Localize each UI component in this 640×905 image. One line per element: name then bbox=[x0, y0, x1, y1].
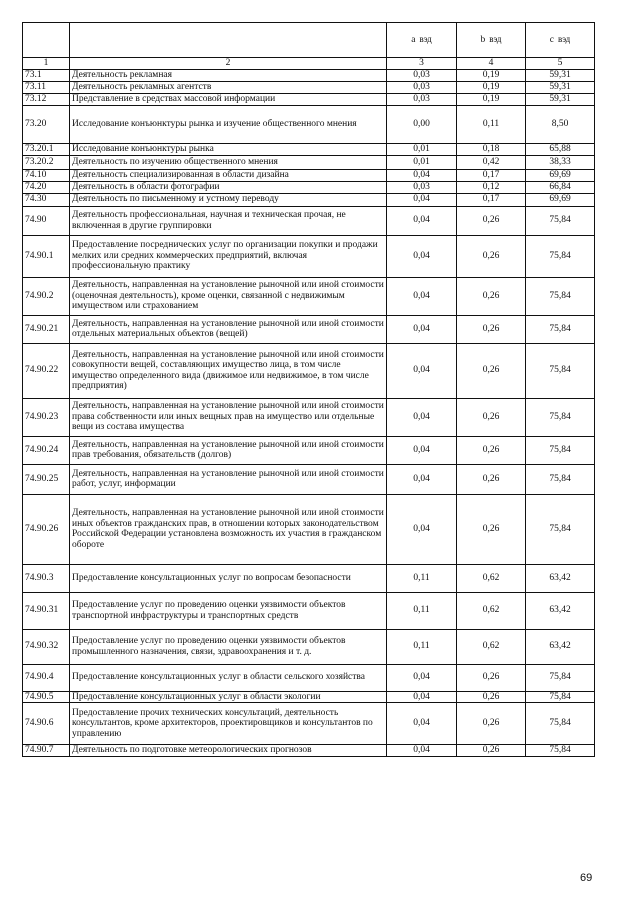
coef-c-cell: 75,84 bbox=[526, 315, 595, 343]
column-number: 1 bbox=[23, 58, 70, 70]
coef-a-cell: 0,04 bbox=[387, 436, 457, 464]
activity-code-cell: 74.90.31 bbox=[23, 592, 70, 629]
coef-b-cell: 0,26 bbox=[457, 398, 526, 436]
table-row bbox=[23, 494, 595, 564]
table-row bbox=[23, 664, 595, 691]
page-number: 69 bbox=[580, 872, 593, 884]
activity-code-cell: 73.11 bbox=[23, 81, 70, 93]
activity-name-cell: Деятельность профессиональная, научная и техническая прочая, не включенная в другие группировки bbox=[70, 206, 387, 235]
coef-a-cell: 0,04 bbox=[387, 494, 457, 564]
table-row bbox=[23, 592, 595, 629]
activity-name-cell: Предоставление прочих технических консультаций, деятельность консультантов, кроме архитекторов, проектировщиков и консультантов по управлению bbox=[70, 703, 387, 745]
header-col-c-sub: вэд bbox=[557, 34, 571, 45]
coef-b-cell: 0,62 bbox=[457, 629, 526, 664]
coef-b-cell: 0,26 bbox=[457, 664, 526, 691]
activity-name-cell: Деятельность по подготовке метеорологических прогнозов bbox=[70, 745, 387, 757]
activity-name-cell: Представление в средствах массовой информации bbox=[70, 93, 387, 105]
coef-a-cell: 0,04 bbox=[387, 193, 457, 206]
coef-c-cell: 59,31 bbox=[526, 69, 595, 81]
table-row bbox=[23, 629, 595, 664]
coef-a-cell: 0,01 bbox=[387, 155, 457, 169]
coef-a-cell: 0,04 bbox=[387, 398, 457, 436]
table-row bbox=[23, 691, 595, 703]
coef-c-cell: 38,33 bbox=[526, 155, 595, 169]
column-number: 3 bbox=[387, 58, 457, 70]
table-row bbox=[23, 181, 595, 193]
coef-c-cell: 75,84 bbox=[526, 398, 595, 436]
coef-c-cell: 75,84 bbox=[526, 745, 595, 757]
coef-c-cell: 8,50 bbox=[526, 105, 595, 143]
table-row bbox=[23, 703, 595, 745]
coef-c-cell: 63,42 bbox=[526, 629, 595, 664]
coef-a-cell: 0,03 bbox=[387, 93, 457, 105]
header-col-b-label: b bbox=[480, 35, 486, 46]
table-row bbox=[23, 169, 595, 181]
coef-c-cell: 75,84 bbox=[526, 235, 595, 277]
coef-a-cell: 0,04 bbox=[387, 691, 457, 703]
activity-code-cell: 73.20.1 bbox=[23, 143, 70, 155]
activity-name-cell: Деятельность, направленная на установление рыночной или иной стоимости отдельных материальных объектов (вещей) bbox=[70, 315, 387, 343]
activity-name-cell: Деятельность, направленная на установление рыночной или иной стоимости работ, услуг, информации bbox=[70, 464, 387, 494]
table-row bbox=[23, 564, 595, 592]
activity-code-cell: 73.20 bbox=[23, 105, 70, 143]
table-row bbox=[23, 81, 595, 93]
header-code-cell bbox=[23, 23, 70, 58]
coef-a-cell: 0,03 bbox=[387, 181, 457, 193]
table-row bbox=[23, 464, 595, 494]
activity-code-cell: 73.1 bbox=[23, 69, 70, 81]
table-row bbox=[23, 193, 595, 206]
activity-name-cell: Деятельность, направленная на установление рыночной или иной стоимости права собственности или иных вещных прав на имущество или отдельные вещи из состава имущества bbox=[70, 398, 387, 436]
table-row bbox=[23, 277, 595, 315]
coef-b-cell: 0,26 bbox=[457, 703, 526, 745]
activity-code-cell: 74.10 bbox=[23, 169, 70, 181]
column-number: 5 bbox=[526, 58, 595, 70]
activity-code-cell: 74.90.3 bbox=[23, 564, 70, 592]
activity-name-cell: Исследование конъюнктуры рынка bbox=[70, 143, 387, 155]
coef-a-cell: 0,04 bbox=[387, 343, 457, 398]
activity-name-cell: Деятельность по письменному и устному переводу bbox=[70, 193, 387, 206]
coef-b-cell: 0,17 bbox=[457, 169, 526, 181]
activity-code-cell: 74.90.1 bbox=[23, 235, 70, 277]
coef-b-cell: 0,19 bbox=[457, 93, 526, 105]
activity-name-cell: Деятельность, направленная на установление рыночной или иной стоимости (оценочная деятельность), кроме оценки, связанной с недвижимым имуществом или страхованием bbox=[70, 277, 387, 315]
table-row bbox=[23, 93, 595, 105]
coef-a-cell: 0,00 bbox=[387, 105, 457, 143]
coef-c-cell: 75,84 bbox=[526, 277, 595, 315]
coef-b-cell: 0,26 bbox=[457, 235, 526, 277]
coef-a-cell: 0,03 bbox=[387, 69, 457, 81]
header-col-c bbox=[526, 23, 595, 58]
column-number: 4 bbox=[457, 58, 526, 70]
coef-c-cell: 75,84 bbox=[526, 436, 595, 464]
activity-code-cell: 74.90.6 bbox=[23, 703, 70, 745]
activity-code-cell: 73.12 bbox=[23, 93, 70, 105]
coef-b-cell: 0,26 bbox=[457, 745, 526, 757]
coef-b-cell: 0,11 bbox=[457, 105, 526, 143]
coef-a-cell: 0,03 bbox=[387, 81, 457, 93]
activity-name-cell: Предоставление посреднических услуг по организации покупки и продажи мелких или средних коммерческих предприятий, включая профессиональную практику bbox=[70, 235, 387, 277]
coef-b-cell: 0,62 bbox=[457, 592, 526, 629]
coef-b-cell: 0,19 bbox=[457, 81, 526, 93]
activity-code-cell: 74.90.2 bbox=[23, 277, 70, 315]
table-row bbox=[23, 315, 595, 343]
activity-code-cell: 74.90.26 bbox=[23, 494, 70, 564]
header-col-a bbox=[387, 23, 457, 58]
activity-name-cell: Предоставление консультационных услуг по вопросам безопасности bbox=[70, 564, 387, 592]
coef-b-cell: 0,62 bbox=[457, 564, 526, 592]
header-name-cell bbox=[70, 23, 387, 58]
coef-b-cell: 0,26 bbox=[457, 436, 526, 464]
coef-c-cell: 69,69 bbox=[526, 169, 595, 181]
activity-code-cell: 74.30 bbox=[23, 193, 70, 206]
coef-a-cell: 0,04 bbox=[387, 206, 457, 235]
table-row bbox=[23, 206, 595, 235]
table-row bbox=[23, 398, 595, 436]
activity-code-cell: 74.90.23 bbox=[23, 398, 70, 436]
coef-c-cell: 63,42 bbox=[526, 564, 595, 592]
coef-b-cell: 0,26 bbox=[457, 206, 526, 235]
coef-b-cell: 0,26 bbox=[457, 464, 526, 494]
activity-code-cell: 73.20.2 bbox=[23, 155, 70, 169]
activity-code-cell: 74.90.32 bbox=[23, 629, 70, 664]
activity-name-cell: Предоставление услуг по проведению оценки уязвимости объектов промышленного назначения, связи, здравоохранения и т. д. bbox=[70, 629, 387, 664]
header-col-b bbox=[457, 23, 526, 58]
coef-b-cell: 0,26 bbox=[457, 691, 526, 703]
coef-a-cell: 0,04 bbox=[387, 169, 457, 181]
coef-b-cell: 0,12 bbox=[457, 181, 526, 193]
table-row bbox=[23, 745, 595, 757]
coef-a-cell: 0,04 bbox=[387, 703, 457, 745]
coef-a-cell: 0,04 bbox=[387, 464, 457, 494]
activity-code-cell: 74.90.7 bbox=[23, 745, 70, 757]
coef-c-cell: 75,84 bbox=[526, 206, 595, 235]
activity-name-cell: Деятельность рекламная bbox=[70, 69, 387, 81]
activity-code-cell: 74.90.21 bbox=[23, 315, 70, 343]
header-col-b-sub: вэд bbox=[489, 34, 502, 45]
coef-b-cell: 0,26 bbox=[457, 277, 526, 315]
activity-code-cell: 74.90.5 bbox=[23, 691, 70, 703]
coef-c-cell: 69,69 bbox=[526, 193, 595, 206]
table-row bbox=[23, 343, 595, 398]
table-row bbox=[23, 235, 595, 277]
coef-c-cell: 75,84 bbox=[526, 494, 595, 564]
table-row bbox=[23, 69, 595, 81]
coef-c-cell: 59,31 bbox=[526, 93, 595, 105]
coef-c-cell: 75,84 bbox=[526, 703, 595, 745]
coef-a-cell: 0,04 bbox=[387, 235, 457, 277]
coef-a-cell: 0,11 bbox=[387, 564, 457, 592]
activity-name-cell: Деятельность, направленная на установление рыночной или иной стоимости совокупности вещей, составляющих имущество лица, в том числе имущество определенного вида (движимое или недвижимое, в том числе предприятия) bbox=[70, 343, 387, 398]
table-header-row bbox=[23, 23, 595, 58]
activity-code-cell: 74.90 bbox=[23, 206, 70, 235]
activity-name-cell: Предоставление консультационных услуг в области сельского хозяйства bbox=[70, 664, 387, 691]
coef-c-cell: 75,84 bbox=[526, 691, 595, 703]
coef-a-cell: 0,01 bbox=[387, 143, 457, 155]
activity-name-cell: Предоставление консультационных услуг в области экологии bbox=[70, 691, 387, 703]
coef-a-cell: 0,04 bbox=[387, 664, 457, 691]
coef-a-cell: 0,11 bbox=[387, 629, 457, 664]
coefficients-table bbox=[22, 22, 595, 757]
activity-code-cell: 74.90.22 bbox=[23, 343, 70, 398]
coef-b-cell: 0,26 bbox=[457, 494, 526, 564]
header-col-a-sub: вэд bbox=[419, 34, 432, 45]
table-body bbox=[23, 23, 595, 757]
activity-code-cell: 74.90.24 bbox=[23, 436, 70, 464]
coef-c-cell: 66,84 bbox=[526, 181, 595, 193]
table-row bbox=[23, 436, 595, 464]
coef-a-cell: 0,04 bbox=[387, 277, 457, 315]
activity-name-cell: Деятельность, направленная на установление рыночной или иной стоимости прав требования, обязательств (долгов) bbox=[70, 436, 387, 464]
header-col-c-label: c bbox=[549, 35, 554, 46]
activity-code-cell: 74.90.4 bbox=[23, 664, 70, 691]
coef-b-cell: 0,19 bbox=[457, 69, 526, 81]
activity-code-cell: 74.20 bbox=[23, 181, 70, 193]
coef-b-cell: 0,17 bbox=[457, 193, 526, 206]
activity-name-cell: Исследование конъюнктуры рынка и изучение общественного мнения bbox=[70, 105, 387, 143]
activity-name-cell: Деятельность в области фотографии bbox=[70, 181, 387, 193]
activity-name-cell: Деятельность рекламных агентств bbox=[70, 81, 387, 93]
coef-b-cell: 0,18 bbox=[457, 143, 526, 155]
activity-name-cell: Предоставление услуг по проведению оценки уязвимости объектов транспортной инфраструктуры и транспортных средств bbox=[70, 592, 387, 629]
activity-code-cell: 74.90.25 bbox=[23, 464, 70, 494]
coef-a-cell: 0,04 bbox=[387, 315, 457, 343]
coef-c-cell: 63,42 bbox=[526, 592, 595, 629]
table-row bbox=[23, 155, 595, 169]
column-number: 2 bbox=[70, 58, 387, 70]
coef-c-cell: 75,84 bbox=[526, 464, 595, 494]
coef-a-cell: 0,04 bbox=[387, 745, 457, 757]
coef-c-cell: 59,31 bbox=[526, 81, 595, 93]
coef-b-cell: 0,26 bbox=[457, 315, 526, 343]
activity-name-cell: Деятельность, направленная на установление рыночной или иной стоимости иных объектов гражданских прав, в отношении которых законодательством Российской Федерации установлена возможность их участия в гражданском обороте bbox=[70, 494, 387, 564]
column-number-row bbox=[23, 58, 595, 70]
table-row bbox=[23, 143, 595, 155]
coef-c-cell: 75,84 bbox=[526, 343, 595, 398]
activity-name-cell: Деятельность специализированная в области дизайна bbox=[70, 169, 387, 181]
header-col-a-label: a bbox=[411, 35, 416, 46]
coef-a-cell: 0,11 bbox=[387, 592, 457, 629]
table-row bbox=[23, 105, 595, 143]
coef-b-cell: 0,26 bbox=[457, 343, 526, 398]
coef-b-cell: 0,42 bbox=[457, 155, 526, 169]
coef-c-cell: 65,88 bbox=[526, 143, 595, 155]
coef-c-cell: 75,84 bbox=[526, 664, 595, 691]
activity-name-cell: Деятельность по изучению общественного мнения bbox=[70, 155, 387, 169]
